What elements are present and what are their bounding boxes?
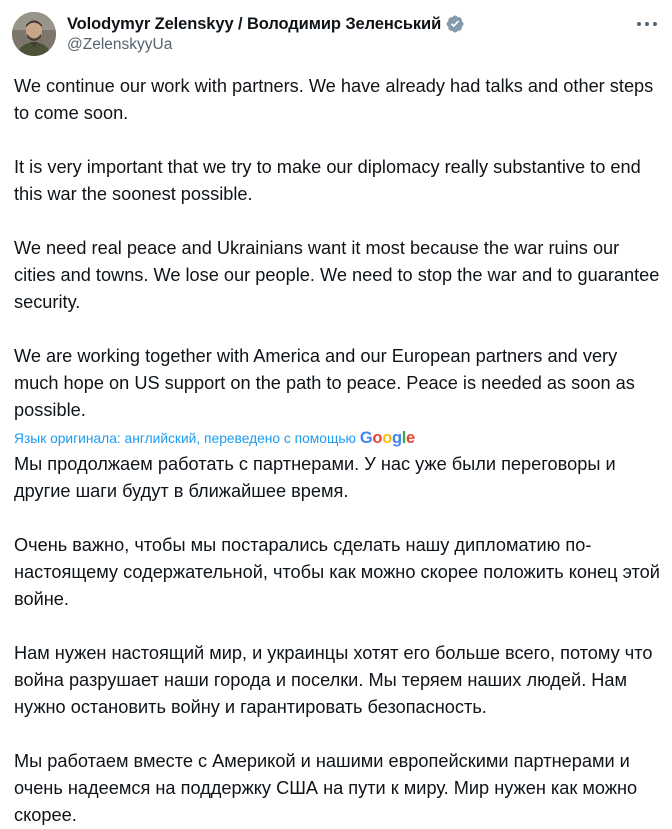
tweet-paragraph-en: We continue our work with partners. We have already had talks and other steps to come soon.	[14, 76, 654, 123]
tweet-paragraph-ru: Очень важно, чтобы мы постарались сделать нашу дипломатию по-настоящему содержательной, чтобы как можно скорее положить конец этой войне.	[14, 535, 660, 609]
tweet-text-translated	[14, 451, 662, 829]
translation-note-text: Язык оригинала: английский, переведено с помощью	[14, 430, 356, 446]
tweet-paragraph-ru: Мы работаем вместе с Америкой и нашими европейскими партнерами и очень надеемся на поддержку США на пути к миру. Мир нужен как можно скорее.	[14, 751, 638, 825]
google-logo-icon: Google	[359, 428, 415, 447]
more-icon	[636, 21, 658, 27]
tweet-paragraph-en: We need real peace and Ukrainians want it most because the war ruins our cities and towns. We lose our people. We need to stop the war and to guarantee security.	[14, 238, 660, 312]
display-name-row	[67, 13, 465, 35]
tweet-paragraph-ru: Мы продолжаем работать с партнерами. У нас уже были переговоры и другие шаги будут в ближайшее время.	[14, 454, 616, 501]
author-names	[67, 13, 465, 54]
avatar-photo-icon	[12, 12, 56, 56]
author-handle[interactable]: @ZelenskyyUa	[67, 36, 173, 53]
tweet-paragraph-ru: Нам нужен настоящий мир, и украинцы хотят его больше всего, потому что война разрушает наши города и поселки. Мы теряем наших людей. Нам нужно остановить войну и гарантировать безопасность.	[14, 643, 653, 717]
verified-badge-icon[interactable]	[445, 14, 465, 34]
tweet-paragraph-en: We are working together with America and our European partners and very much hope on US support on the path to peace. Peace is needed as soon as possible.	[14, 346, 635, 420]
more-options-button[interactable]	[634, 14, 660, 34]
tweet-text-original	[14, 73, 662, 424]
display-name[interactable]: Volodymyr Zelenskyy / Володимир Зеленський	[67, 14, 442, 33]
translation-note[interactable]	[14, 428, 415, 448]
avatar[interactable]	[12, 12, 56, 56]
tweet-paragraph-en: It is very important that we try to make our diplomacy really substantive to end this war the soonest possible.	[14, 157, 641, 204]
tweet-header	[12, 12, 660, 58]
